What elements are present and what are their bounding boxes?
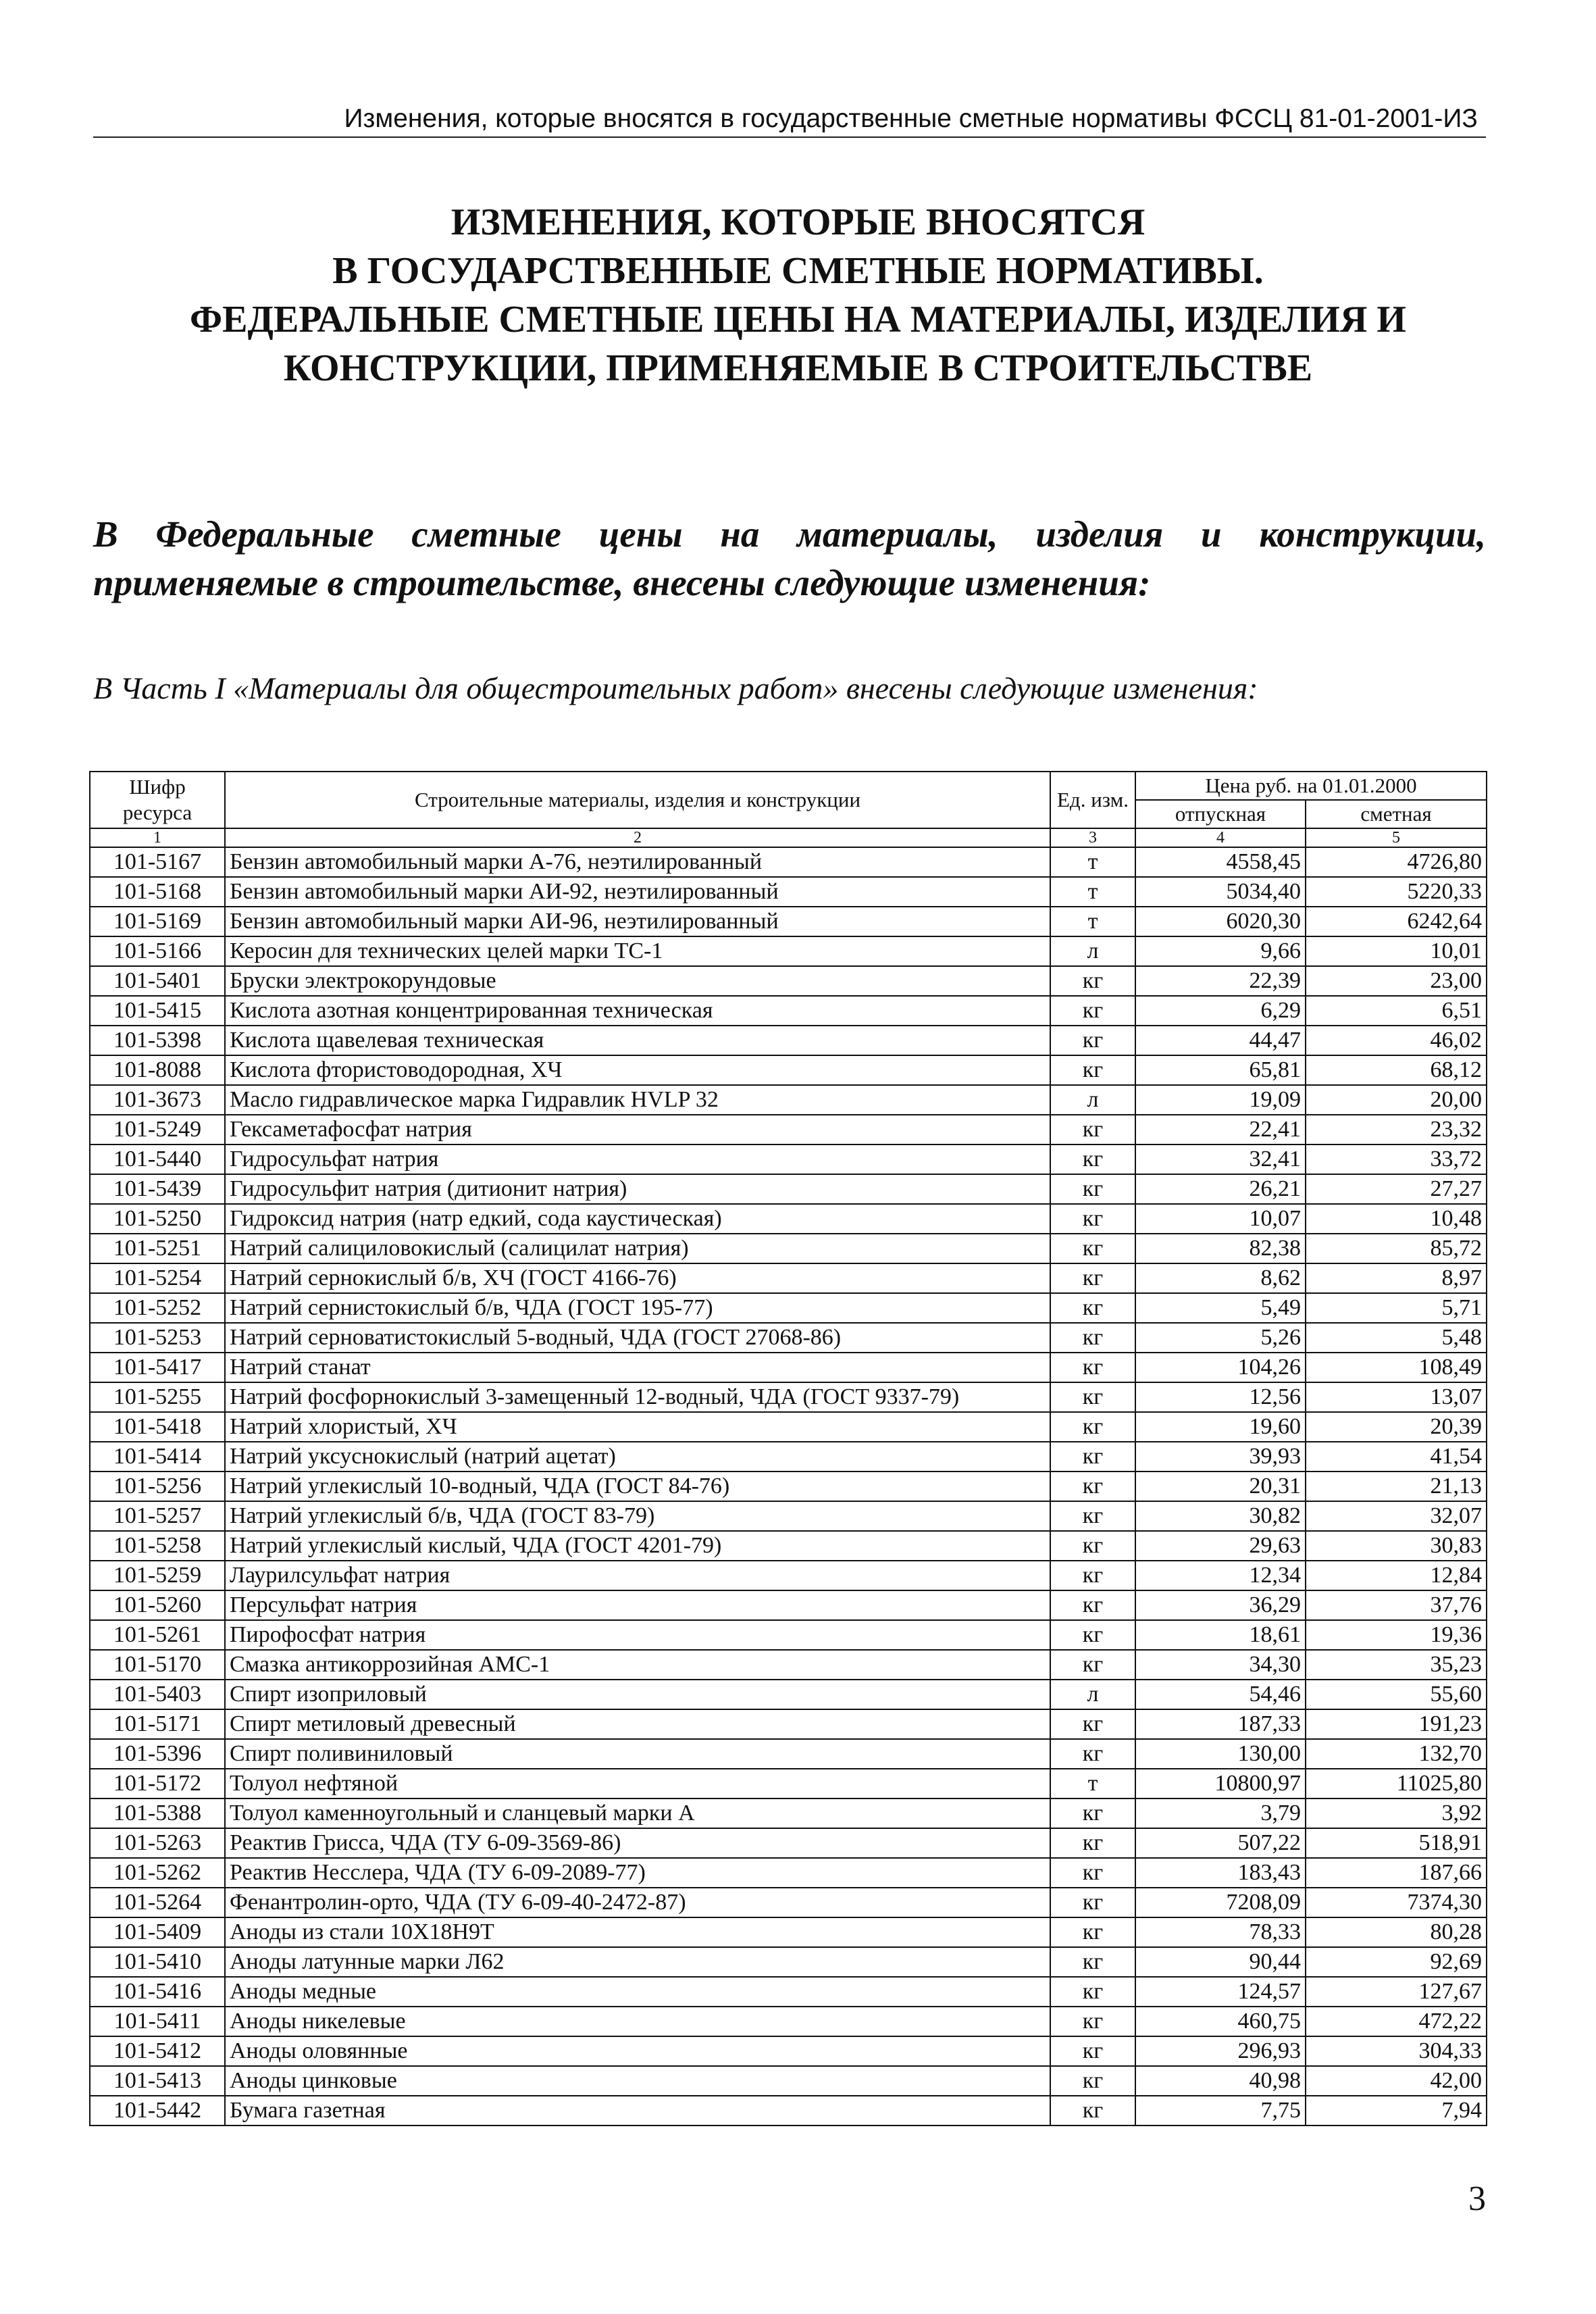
table-row <box>90 1204 1487 1234</box>
table-row <box>90 1382 1487 1412</box>
cell-code: 101-5417 <box>90 1353 225 1382</box>
table-row <box>90 2096 1487 2126</box>
cell-code: 101-5259 <box>90 1561 225 1590</box>
cell-material-name: Бензин автомобильный марки АИ-92, неэтилированный <box>225 877 1050 907</box>
cell-code: 101-5411 <box>90 2007 225 2036</box>
cell-unit: кг <box>1050 1145 1135 1174</box>
title-line-1: ИЗМЕНЕНИЯ, КОТОРЫЕ ВНОСЯТСЯ <box>451 201 1145 243</box>
cell-release-price: 130,00 <box>1135 1739 1306 1769</box>
cell-material-name: Смазка антикоррозийная АМС-1 <box>225 1650 1050 1680</box>
cell-code: 101-5251 <box>90 1234 225 1263</box>
cell-release-price: 5,49 <box>1135 1293 1306 1323</box>
table-row <box>90 1531 1487 1561</box>
cell-material-name: Бруски электрокорундовые <box>225 966 1050 996</box>
cell-code: 101-5255 <box>90 1382 225 1412</box>
cell-code: 101-5401 <box>90 966 225 996</box>
column-number: 5 <box>1306 828 1487 847</box>
table-row <box>90 966 1487 996</box>
cell-material-name: Фенантролин-орто, ЧДА (ТУ 6-09-40-2472-87) <box>225 1888 1050 1917</box>
table-header-row <box>90 772 1487 800</box>
cell-release-price: 90,44 <box>1135 1947 1306 1977</box>
cell-release-price: 12,56 <box>1135 1382 1306 1412</box>
cell-estimate-price: 13,07 <box>1306 1382 1487 1412</box>
cell-estimate-price: 37,76 <box>1306 1590 1487 1620</box>
column-number: 2 <box>225 828 1050 847</box>
cell-unit: т <box>1050 907 1135 936</box>
title-line-4: КОНСТРУКЦИИ, ПРИМЕНЯЕМЫЕ В СТРОИТЕЛЬСТВЕ <box>283 347 1313 389</box>
cell-material-name: Толуол каменноугольный и сланцевый марки А <box>225 1799 1050 1828</box>
table-row <box>90 1263 1487 1293</box>
cell-release-price: 12,34 <box>1135 1561 1306 1590</box>
cell-material-name: Натрий серноватистокислый 5-водный, ЧДА (ГОСТ 27068-86) <box>225 1323 1050 1353</box>
part-description: В Часть I «Материалы для общестроительных работ» внесены следующие изменения: <box>93 671 1258 705</box>
cell-release-price: 22,41 <box>1135 1115 1306 1145</box>
cell-unit: кг <box>1050 1263 1135 1293</box>
cell-unit: кг <box>1050 1026 1135 1055</box>
table-row <box>90 1620 1487 1650</box>
table-row <box>90 1174 1487 1204</box>
cell-release-price: 10,07 <box>1135 1204 1306 1234</box>
cell-code: 101-5249 <box>90 1115 225 1145</box>
cell-release-price: 39,93 <box>1135 1442 1306 1472</box>
cell-release-price: 9,66 <box>1135 936 1306 966</box>
cell-code: 101-5170 <box>90 1650 225 1680</box>
cell-code: 101-5172 <box>90 1769 225 1799</box>
cell-release-price: 7208,09 <box>1135 1888 1306 1917</box>
cell-code: 101-5260 <box>90 1590 225 1620</box>
cell-unit: кг <box>1050 1382 1135 1412</box>
cell-material-name: Бензин автомобильный марки АИ-96, неэтилированный <box>225 907 1050 936</box>
cell-code: 101-5442 <box>90 2096 225 2126</box>
price-table <box>89 771 1487 2126</box>
document-title <box>0 198 1596 393</box>
cell-estimate-price: 80,28 <box>1306 1917 1487 1947</box>
cell-release-price: 34,30 <box>1135 1650 1306 1680</box>
cell-material-name: Натрий фосфорнокислый 3-замещенный 12-водный, ЧДА (ГОСТ 9337-79) <box>225 1382 1050 1412</box>
cell-code: 101-5169 <box>90 907 225 936</box>
cell-unit: кг <box>1050 1739 1135 1769</box>
cell-material-name: Аноды медные <box>225 1977 1050 2007</box>
table-row <box>90 1501 1487 1531</box>
cell-estimate-price: 518,91 <box>1306 1828 1487 1858</box>
cell-material-name: Бензин автомобильный марки А-76, неэтилированный <box>225 847 1050 877</box>
cell-release-price: 5,26 <box>1135 1323 1306 1353</box>
cell-code: 101-5403 <box>90 1680 225 1709</box>
cell-unit: кг <box>1050 2007 1135 2036</box>
cell-unit: кг <box>1050 1888 1135 1917</box>
cell-unit: кг <box>1050 1590 1135 1620</box>
cell-estimate-price: 108,49 <box>1306 1353 1487 1382</box>
table-row <box>90 1145 1487 1174</box>
table-row <box>90 1769 1487 1799</box>
cell-unit: кг <box>1050 1115 1135 1145</box>
cell-code: 101-5252 <box>90 1293 225 1323</box>
cell-release-price: 124,57 <box>1135 1977 1306 2007</box>
table-row <box>90 936 1487 966</box>
cell-estimate-price: 10,01 <box>1306 936 1487 966</box>
cell-unit: кг <box>1050 1055 1135 1085</box>
cell-code: 101-5264 <box>90 1888 225 1917</box>
table-row <box>90 1650 1487 1680</box>
cell-material-name: Спирт поливиниловый <box>225 1739 1050 1769</box>
cell-material-name: Толуол нефтяной <box>225 1769 1050 1799</box>
intro-paragraph <box>93 510 1486 607</box>
cell-estimate-price: 7,94 <box>1306 2096 1487 2126</box>
cell-release-price: 19,60 <box>1135 1412 1306 1442</box>
cell-estimate-price: 41,54 <box>1306 1442 1487 1472</box>
cell-estimate-price: 85,72 <box>1306 1234 1487 1263</box>
cell-code: 101-5262 <box>90 1858 225 1888</box>
cell-unit: кг <box>1050 1472 1135 1501</box>
cell-release-price: 36,29 <box>1135 1590 1306 1620</box>
table-row <box>90 1977 1487 2007</box>
cell-estimate-price: 191,23 <box>1306 1709 1487 1739</box>
table-row <box>90 2007 1487 2036</box>
cell-material-name: Натрий станат <box>225 1353 1050 1382</box>
cell-material-name: Аноды латунные марки Л62 <box>225 1947 1050 1977</box>
cell-unit: л <box>1050 936 1135 966</box>
cell-material-name: Реактив Грисса, ЧДА (ТУ 6-09-3569-86) <box>225 1828 1050 1858</box>
cell-unit: кг <box>1050 1858 1135 1888</box>
cell-material-name: Пирофосфат натрия <box>225 1620 1050 1650</box>
cell-unit: кг <box>1050 1561 1135 1590</box>
cell-material-name: Аноды из стали 10Х18Н9Т <box>225 1917 1050 1947</box>
cell-estimate-price: 127,67 <box>1306 1977 1487 2007</box>
cell-code: 101-5166 <box>90 936 225 966</box>
cell-estimate-price: 20,00 <box>1306 1085 1487 1115</box>
cell-estimate-price: 23,32 <box>1306 1115 1487 1145</box>
title-line-3: ФЕДЕРАЛЬНЫЕ СМЕТНЫЕ ЦЕНЫ НА МАТЕРИАЛЫ, ИЗДЕЛИЯ И <box>190 299 1406 341</box>
cell-unit: кг <box>1050 2036 1135 2066</box>
table-row <box>90 1799 1487 1828</box>
cell-estimate-price: 23,00 <box>1306 966 1487 996</box>
cell-release-price: 3,79 <box>1135 1799 1306 1828</box>
header-unit: Ед. изм. <box>1050 772 1135 828</box>
table-row <box>90 1442 1487 1472</box>
title-line-2: В ГОСУДАРСТВЕННЫЕ СМЕТНЫЕ НОРМАТИВЫ. <box>332 250 1264 292</box>
cell-code: 101-5409 <box>90 1917 225 1947</box>
cell-unit: кг <box>1050 996 1135 1026</box>
table-row <box>90 1561 1487 1590</box>
price-table-body <box>90 847 1487 2126</box>
cell-release-price: 30,82 <box>1135 1501 1306 1531</box>
running-header <box>93 101 1486 138</box>
cell-estimate-price: 32,07 <box>1306 1501 1487 1531</box>
table-row <box>90 1323 1487 1353</box>
cell-release-price: 460,75 <box>1135 2007 1306 2036</box>
cell-estimate-price: 11025,80 <box>1306 1769 1487 1799</box>
cell-material-name: Аноды цинковые <box>225 2066 1050 2096</box>
cell-estimate-price: 132,70 <box>1306 1739 1487 1769</box>
cell-code: 101-5440 <box>90 1145 225 1174</box>
cell-code: 101-5253 <box>90 1323 225 1353</box>
cell-code: 101-5250 <box>90 1204 225 1234</box>
cell-material-name: Натрий салициловокислый (салицилат натрия) <box>225 1234 1050 1263</box>
cell-material-name: Гидросульфат натрия <box>225 1145 1050 1174</box>
table-row <box>90 1858 1487 1888</box>
cell-estimate-price: 92,69 <box>1306 1947 1487 1977</box>
cell-estimate-price: 8,97 <box>1306 1263 1487 1293</box>
cell-estimate-price: 7374,30 <box>1306 1888 1487 1917</box>
cell-material-name: Реактив Несслера, ЧДА (ТУ 6-09-2089-77) <box>225 1858 1050 1888</box>
cell-unit: кг <box>1050 1947 1135 1977</box>
table-row <box>90 2036 1487 2066</box>
cell-material-name: Натрий хлористый, ХЧ <box>225 1412 1050 1442</box>
cell-unit: кг <box>1050 1977 1135 2007</box>
cell-release-price: 183,43 <box>1135 1858 1306 1888</box>
cell-material-name: Гидросульфит натрия (дитионит натрия) <box>225 1174 1050 1204</box>
cell-estimate-price: 68,12 <box>1306 1055 1487 1085</box>
cell-material-name: Натрий уксуснокислый (натрий ацетат) <box>225 1442 1050 1472</box>
cell-material-name: Персульфат натрия <box>225 1590 1050 1620</box>
intro-line-1: В Федеральные сметные цены на материалы, изделия и конструкции, <box>93 513 1486 555</box>
cell-estimate-price: 20,39 <box>1306 1412 1487 1442</box>
cell-release-price: 78,33 <box>1135 1917 1306 1947</box>
cell-unit: т <box>1050 847 1135 877</box>
cell-material-name: Натрий углекислый кислый, ЧДА (ГОСТ 4201-79) <box>225 1531 1050 1561</box>
cell-code: 101-5396 <box>90 1739 225 1769</box>
cell-unit: кг <box>1050 2096 1135 2126</box>
cell-material-name: Масло гидравлическое марка Гидравлик HVLP 32 <box>225 1085 1050 1115</box>
table-row <box>90 1353 1487 1382</box>
cell-release-price: 7,75 <box>1135 2096 1306 2126</box>
cell-release-price: 6020,30 <box>1135 907 1306 936</box>
page-number: 3 <box>1468 2180 1486 2218</box>
cell-release-price: 82,38 <box>1135 1234 1306 1263</box>
header-estimate-price: сметная <box>1306 800 1487 828</box>
table-row <box>90 1472 1487 1501</box>
cell-unit: л <box>1050 1085 1135 1115</box>
cell-unit: кг <box>1050 1293 1135 1323</box>
cell-material-name: Керосин для технических целей марки ТС-1 <box>225 936 1050 966</box>
column-number: 4 <box>1135 828 1306 847</box>
cell-release-price: 18,61 <box>1135 1620 1306 1650</box>
cell-code: 101-5412 <box>90 2036 225 2066</box>
cell-unit: кг <box>1050 1709 1135 1739</box>
cell-code: 101-5171 <box>90 1709 225 1739</box>
cell-release-price: 54,46 <box>1135 1680 1306 1709</box>
cell-estimate-price: 55,60 <box>1306 1680 1487 1709</box>
table-row <box>90 1917 1487 1947</box>
cell-release-price: 44,47 <box>1135 1026 1306 1055</box>
table-row <box>90 996 1487 1026</box>
column-number: 1 <box>90 828 225 847</box>
cell-release-price: 5034,40 <box>1135 877 1306 907</box>
cell-material-name: Гидроксид натрия (натр едкий, сода каустическая) <box>225 1204 1050 1234</box>
table-row <box>90 877 1487 907</box>
cell-release-price: 65,81 <box>1135 1055 1306 1085</box>
table-row <box>90 2066 1487 2096</box>
cell-material-name: Спирт метиловый древесный <box>225 1709 1050 1739</box>
cell-release-price: 19,09 <box>1135 1085 1306 1115</box>
cell-release-price: 32,41 <box>1135 1145 1306 1174</box>
table-row <box>90 1085 1487 1115</box>
cell-release-price: 40,98 <box>1135 2066 1306 2096</box>
cell-unit: кг <box>1050 1501 1135 1531</box>
cell-estimate-price: 5220,33 <box>1306 877 1487 907</box>
cell-release-price: 26,21 <box>1135 1174 1306 1204</box>
cell-estimate-price: 35,23 <box>1306 1650 1487 1680</box>
table-column-numbers <box>90 828 1487 847</box>
table-row <box>90 1055 1487 1085</box>
cell-code: 101-5258 <box>90 1531 225 1561</box>
cell-estimate-price: 3,92 <box>1306 1799 1487 1828</box>
cell-material-name: Аноды никелевые <box>225 2007 1050 2036</box>
cell-code: 101-5257 <box>90 1501 225 1531</box>
intro-line-2: применяемые в строительстве, внесены следующие изменения: <box>93 562 1151 603</box>
cell-material-name: Бумага газетная <box>225 2096 1050 2126</box>
cell-unit: кг <box>1050 1620 1135 1650</box>
cell-estimate-price: 304,33 <box>1306 2036 1487 2066</box>
cell-release-price: 29,63 <box>1135 1531 1306 1561</box>
cell-estimate-price: 4726,80 <box>1306 847 1487 877</box>
cell-code: 101-5256 <box>90 1472 225 1501</box>
cell-code: 101-5418 <box>90 1412 225 1442</box>
table-row <box>90 907 1487 936</box>
table-row <box>90 1412 1487 1442</box>
cell-release-price: 4558,45 <box>1135 847 1306 877</box>
cell-material-name: Кислота фтористоводородная, ХЧ <box>225 1055 1050 1085</box>
cell-estimate-price: 21,13 <box>1306 1472 1487 1501</box>
cell-code: 101-5168 <box>90 877 225 907</box>
table-row <box>90 1680 1487 1709</box>
header-release-price: отпускная <box>1135 800 1306 828</box>
cell-estimate-price: 33,72 <box>1306 1145 1487 1174</box>
cell-code: 101-5167 <box>90 847 225 877</box>
table-row <box>90 1947 1487 1977</box>
cell-code: 101-5414 <box>90 1442 225 1472</box>
cell-unit: кг <box>1050 2066 1135 2096</box>
cell-estimate-price: 5,71 <box>1306 1293 1487 1323</box>
cell-material-name: Натрий сернистокислый б/в, ЧДА (ГОСТ 195-77) <box>225 1293 1050 1323</box>
cell-unit: кг <box>1050 1650 1135 1680</box>
table-row <box>90 847 1487 877</box>
cell-unit: кг <box>1050 966 1135 996</box>
cell-code: 101-5388 <box>90 1799 225 1828</box>
cell-release-price: 187,33 <box>1135 1709 1306 1739</box>
cell-material-name: Гексаметафосфат натрия <box>225 1115 1050 1145</box>
cell-release-price: 296,93 <box>1135 2036 1306 2066</box>
cell-unit: л <box>1050 1680 1135 1709</box>
cell-unit: кг <box>1050 1917 1135 1947</box>
running-header-text: Изменения, которые вносятся в государственные сметные нормативы ФССЦ 81-01-2001-ИЗ <box>344 104 1478 133</box>
cell-estimate-price: 12,84 <box>1306 1561 1487 1590</box>
table-row <box>90 1828 1487 1858</box>
cell-estimate-price: 6,51 <box>1306 996 1487 1026</box>
cell-material-name: Спирт изоприловый <box>225 1680 1050 1709</box>
cell-code: 101-5254 <box>90 1263 225 1293</box>
cell-unit: кг <box>1050 1799 1135 1828</box>
cell-code: 101-5263 <box>90 1828 225 1858</box>
column-number: 3 <box>1050 828 1135 847</box>
cell-code: 101-5415 <box>90 996 225 1026</box>
cell-estimate-price: 6242,64 <box>1306 907 1487 936</box>
cell-estimate-price: 19,36 <box>1306 1620 1487 1650</box>
table-row <box>90 1234 1487 1263</box>
cell-unit: т <box>1050 1769 1135 1799</box>
cell-release-price: 20,31 <box>1135 1472 1306 1501</box>
table-row <box>90 1590 1487 1620</box>
cell-material-name: Кислота азотная концентрированная техническая <box>225 996 1050 1026</box>
cell-release-price: 507,22 <box>1135 1828 1306 1858</box>
cell-estimate-price: 30,83 <box>1306 1531 1487 1561</box>
cell-release-price: 8,62 <box>1135 1263 1306 1293</box>
table-row <box>90 1293 1487 1323</box>
table-row <box>90 1709 1487 1739</box>
cell-unit: кг <box>1050 1353 1135 1382</box>
cell-code: 101-5439 <box>90 1174 225 1204</box>
cell-code: 101-5413 <box>90 2066 225 2096</box>
cell-unit: кг <box>1050 1531 1135 1561</box>
cell-unit: кг <box>1050 1828 1135 1858</box>
cell-code: 101-5410 <box>90 1947 225 1977</box>
cell-unit: кг <box>1050 1412 1135 1442</box>
cell-unit: кг <box>1050 1234 1135 1263</box>
table-row <box>90 1026 1487 1055</box>
cell-code: 101-8088 <box>90 1055 225 1085</box>
table-row <box>90 1739 1487 1769</box>
table-row <box>90 1115 1487 1145</box>
header-code: Шифр ресурса <box>90 772 225 828</box>
table-row <box>90 1888 1487 1917</box>
cell-unit: кг <box>1050 1174 1135 1204</box>
cell-unit: кг <box>1050 1204 1135 1234</box>
cell-unit: кг <box>1050 1442 1135 1472</box>
cell-code: 101-5398 <box>90 1026 225 1055</box>
cell-release-price: 104,26 <box>1135 1353 1306 1382</box>
cell-estimate-price: 10,48 <box>1306 1204 1487 1234</box>
cell-estimate-price: 42,00 <box>1306 2066 1487 2096</box>
cell-estimate-price: 5,48 <box>1306 1323 1487 1353</box>
cell-estimate-price: 472,22 <box>1306 2007 1487 2036</box>
header-name: Строительные материалы, изделия и конструкции <box>225 772 1050 828</box>
cell-material-name: Лаурилсульфат натрия <box>225 1561 1050 1590</box>
cell-estimate-price: 187,66 <box>1306 1858 1487 1888</box>
cell-release-price: 22,39 <box>1135 966 1306 996</box>
cell-release-price: 6,29 <box>1135 996 1306 1026</box>
cell-code: 101-5416 <box>90 1977 225 2007</box>
cell-material-name: Натрий сернокислый б/в, ХЧ (ГОСТ 4166-76) <box>225 1263 1050 1293</box>
cell-code: 101-3673 <box>90 1085 225 1115</box>
header-price-group: Цена руб. на 01.01.2000 <box>1135 772 1487 800</box>
cell-unit: т <box>1050 877 1135 907</box>
cell-unit: кг <box>1050 1323 1135 1353</box>
cell-release-price: 10800,97 <box>1135 1769 1306 1799</box>
cell-code: 101-5261 <box>90 1620 225 1650</box>
cell-estimate-price: 46,02 <box>1306 1026 1487 1055</box>
cell-material-name: Натрий углекислый 10-водный, ЧДА (ГОСТ 84-76) <box>225 1472 1050 1501</box>
cell-material-name: Натрий углекислый б/в, ЧДА (ГОСТ 83-79) <box>225 1501 1050 1531</box>
cell-estimate-price: 27,27 <box>1306 1174 1487 1204</box>
cell-material-name: Кислота щавелевая техническая <box>225 1026 1050 1055</box>
cell-material-name: Аноды оловянные <box>225 2036 1050 2066</box>
